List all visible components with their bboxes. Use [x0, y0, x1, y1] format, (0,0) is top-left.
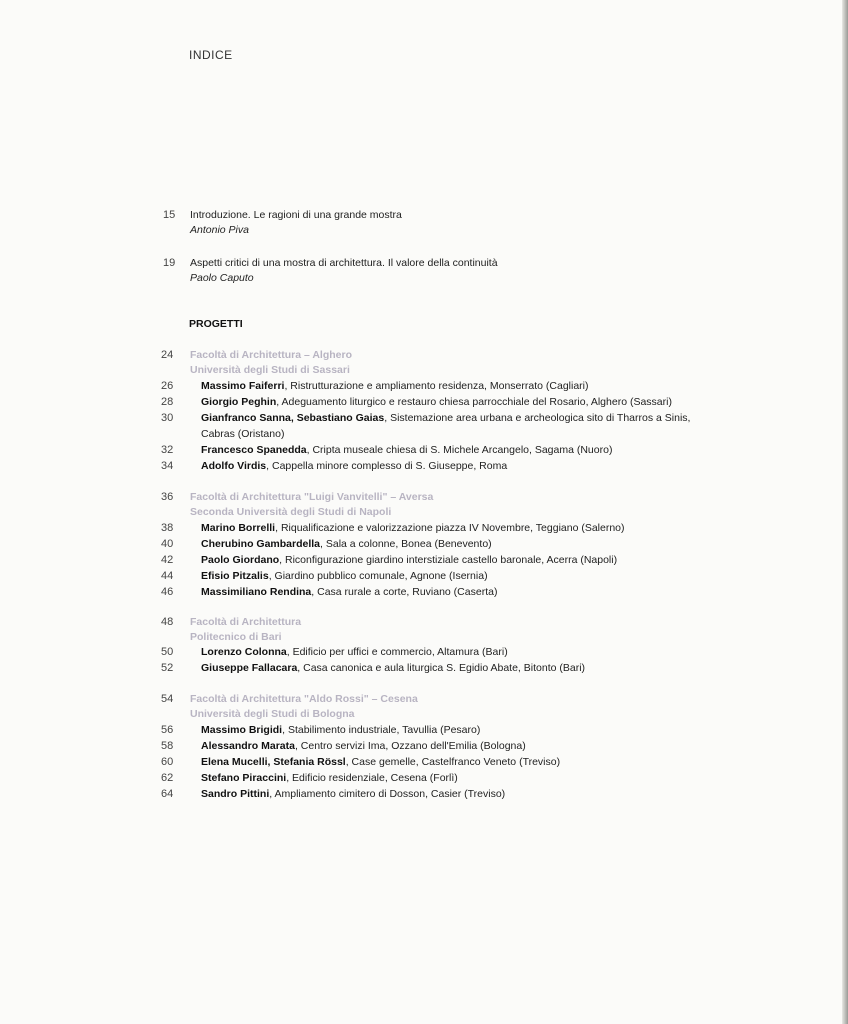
page-number: 28: [161, 396, 174, 408]
project-description: , Stabilimento industriale, Tavullia (Pesaro): [282, 724, 481, 736]
architect-name: Massimo Faiferri: [201, 380, 285, 392]
project-description: , Riqualificazione e valorizzazione piazza IV Novembre, Teggiano (Salerno): [275, 522, 625, 534]
page-number: 50: [161, 646, 174, 658]
page-number: 60: [161, 756, 174, 768]
university-name: Politecnico di Bari: [190, 631, 282, 643]
project-entry: [161, 585, 801, 601]
faculty-header: [161, 615, 781, 645]
page-number: 62: [161, 772, 174, 784]
intro-entry: [163, 256, 783, 286]
entry-author: Paolo Caputo: [190, 272, 254, 284]
project-entry: [161, 771, 801, 787]
page-number: 34: [161, 460, 174, 472]
project-description: , Cappella minore complesso di S. Giuseppe, Roma: [266, 460, 508, 472]
faculty-name: Facoltà di Architettura "Aldo Rossi" – Cesena: [190, 693, 418, 705]
project-entry: [161, 755, 801, 771]
project-entry: [161, 723, 801, 739]
project-entry: [161, 459, 801, 475]
project-entry: [161, 411, 801, 442]
architect-name: Gianfranco Sanna, Sebastiano Gaias: [201, 412, 385, 424]
project-description-continued: Cabras (Oristano): [201, 427, 285, 440]
project-description: , Riconfigurazione giardino interstiziale castello baronale, Acerra (Napoli): [279, 554, 618, 566]
university-name: Università degli Studi di Sassari: [190, 364, 350, 376]
page-number: 48: [161, 616, 174, 628]
architect-name: Francesco Spanedda: [201, 444, 307, 456]
page-title: INDICE: [189, 48, 233, 62]
page-number: 54: [161, 693, 174, 705]
page-number: 42: [161, 554, 174, 566]
entry-title: Introduzione. Le ragioni di una grande mostra: [190, 209, 402, 221]
project-entry: [161, 443, 801, 459]
page-number: 44: [161, 570, 174, 582]
page-number: 40: [161, 538, 174, 550]
project-entry: [161, 395, 801, 411]
entry-author: Antonio Piva: [190, 224, 249, 236]
architect-name: Giorgio Peghin: [201, 396, 277, 408]
architect-name: Stefano Piraccini: [201, 772, 287, 784]
project-entry: [161, 379, 801, 395]
project-description: , Casa canonica e aula liturgica S. Egidio Abate, Bitonto (Bari): [297, 662, 586, 674]
faculty-name: Facoltà di Architettura: [190, 616, 302, 628]
page-number: 38: [161, 522, 174, 534]
project-description: , Sala a colonne, Bonea (Benevento): [320, 538, 492, 550]
project-entry: [161, 537, 801, 553]
faculty-name: Facoltà di Architettura "Luigi Vanvitelli" – Aversa: [190, 491, 434, 503]
project-description: , Adeguamento liturgico e restauro chiesa parrocchiale del Rosario, Alghero (Sassari): [276, 396, 672, 408]
project-description: , Sistemazione area urbana e archeologica sito di Tharros a Sinis,: [384, 412, 691, 424]
page-number: 46: [161, 586, 174, 598]
intro-entry: [163, 208, 783, 238]
page-number: 32: [161, 444, 174, 456]
project-entry: [161, 645, 801, 661]
architect-name: Adolfo Virdis: [201, 460, 267, 472]
page-number: 15: [163, 209, 176, 221]
project-description: , Edificio per uffici e commercio, Altamura (Bari): [286, 646, 508, 658]
university-name: Seconda Università degli Studi di Napoli: [190, 506, 392, 518]
page-number: 56: [161, 724, 174, 736]
page-edge: [842, 0, 848, 1024]
project-description: , Edificio residenziale, Cesena (Forlì): [286, 772, 458, 784]
page-number: 52: [161, 662, 174, 674]
architect-name: Massimiliano Rendina: [201, 586, 312, 598]
faculty-header: [161, 490, 781, 520]
project-description: , Ampliamento cimitero di Dosson, Casier (Treviso): [269, 788, 506, 800]
page-number: 30: [161, 412, 174, 424]
section-heading: PROGETTI: [189, 318, 243, 330]
faculty-name: Facoltà di Architettura – Alghero: [190, 349, 352, 361]
project-description: , Centro servizi Ima, Ozzano dell'Emilia (Bologna): [294, 740, 526, 752]
architect-name: Efisio Pitzalis: [201, 570, 269, 582]
project-entry: [161, 739, 801, 755]
page-number: 58: [161, 740, 174, 752]
page-number: 64: [161, 788, 174, 800]
architect-name: Sandro Pittini: [201, 788, 270, 800]
project-description: , Ristrutturazione e ampliamento residenza, Monserrato (Cagliari): [284, 380, 589, 392]
project-description: , Casa rurale a corte, Ruviano (Caserta): [311, 586, 498, 598]
architect-name: Elena Mucelli, Stefania Rössl: [201, 756, 346, 768]
university-name: Università degli Studi di Bologna: [190, 708, 355, 720]
page-number: 36: [161, 491, 174, 503]
faculty-header: [161, 692, 781, 722]
page-number: 19: [163, 257, 176, 269]
architect-name: Paolo Giordano: [201, 554, 280, 566]
project-entry: [161, 569, 801, 585]
project-entry: [161, 787, 801, 803]
project-description: , Case gemelle, Castelfranco Veneto (Treviso): [345, 756, 561, 768]
page-number: 24: [161, 349, 174, 361]
project-description: , Cripta museale chiesa di S. Michele Arcangelo, Sagama (Nuoro): [306, 444, 613, 456]
project-entry: [161, 553, 801, 569]
project-entry: [161, 661, 801, 677]
entry-title: Aspetti critici di una mostra di architettura. Il valore della continuità: [190, 257, 498, 269]
architect-name: Cherubino Gambardella: [201, 538, 321, 550]
project-entry: [161, 521, 801, 537]
architect-name: Marino Borrelli: [201, 522, 276, 534]
architect-name: Lorenzo Colonna: [201, 646, 287, 658]
architect-name: Massimo Brigidi: [201, 724, 283, 736]
architect-name: Giuseppe Fallacara: [201, 662, 298, 674]
project-description: , Giardino pubblico comunale, Agnone (Isernia): [268, 570, 488, 582]
page-number: 26: [161, 380, 174, 392]
architect-name: Alessandro Marata: [201, 740, 295, 752]
faculty-header: [161, 348, 781, 378]
